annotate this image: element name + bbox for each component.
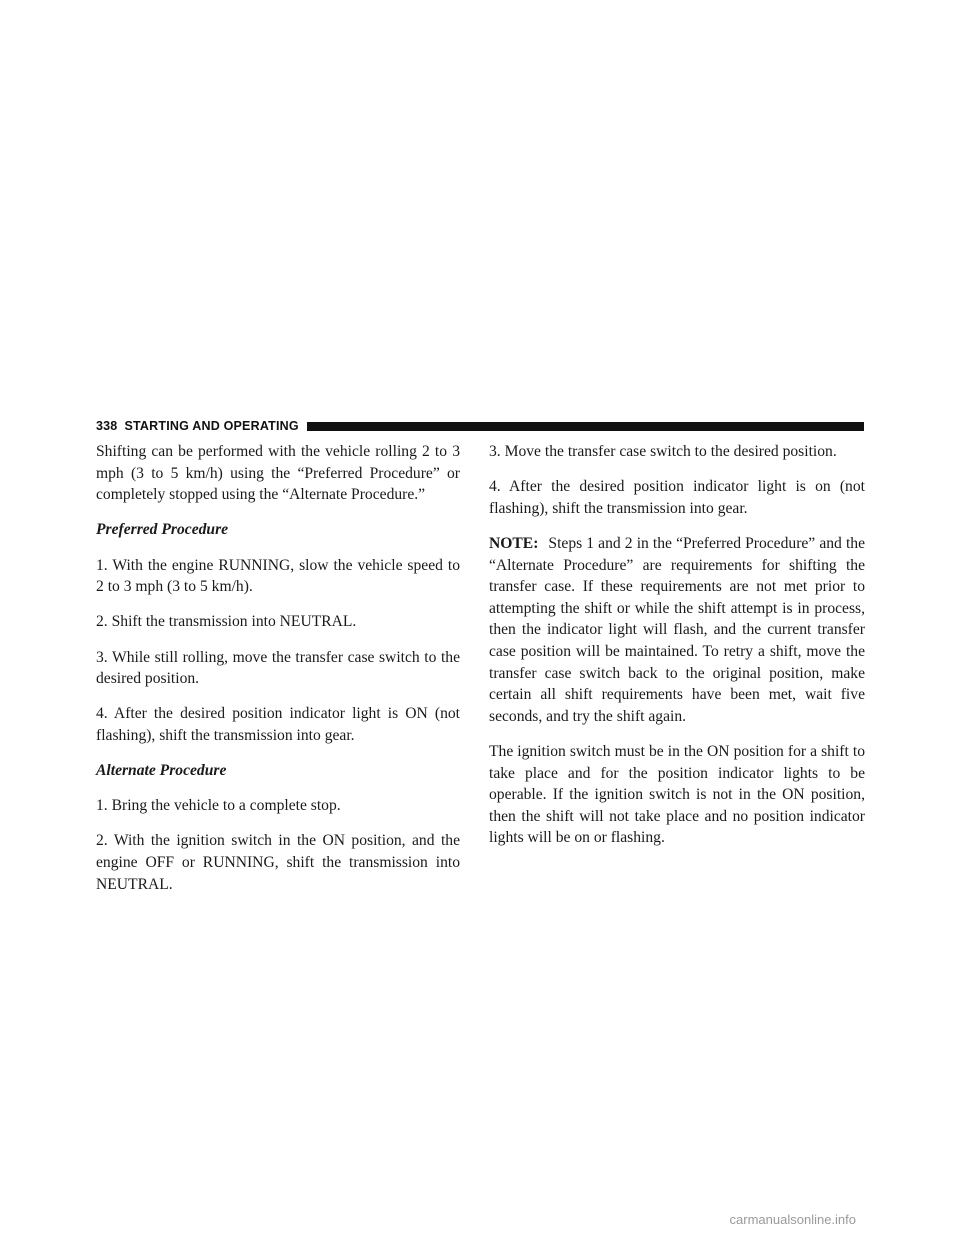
page-number: 338 xyxy=(96,419,118,433)
preferred-step-1: 1. With the engine RUNNING, slow the vehicle speed to 2 to 3 mph (3 to 5 km/h). xyxy=(96,556,460,596)
ignition-paragraph: The ignition switch must be in the ON position for a shift to take place and for the position indicator lights to be operable. If the ignition switch is not in the ON position, then the shift will not take place and no position indicator lights will be on or flashing. xyxy=(489,742,865,847)
page-header xyxy=(96,419,864,433)
note-text: Steps 1 and 2 in the “Preferred Procedure” and the “Alternate Procedure” are requirements for shifting the transfer case. If these requirements are not met prior to attempting the shift or while the shift attempt is in process, then the indicator light will flash, and the current transfer case position will be maintained. To retry a shift, move the transfer case switch back to the original position, make certain all shift requirements have been met, wait five seconds, and try the shift again. xyxy=(489,534,865,725)
section-title: STARTING AND OPERATING xyxy=(124,419,299,433)
preferred-procedure-heading: Preferred Procedure xyxy=(96,521,229,539)
alternate-step-3: 3. Move the transfer case switch to the desired position. xyxy=(489,443,837,460)
note-label: NOTE: xyxy=(489,534,539,552)
alternate-step-2: 2. With the ignition switch in the ON position, and the engine OFF or RUNNING, shift the transmission into NEUTRAL. xyxy=(96,832,460,893)
footer-watermark: carmanualsonline.info xyxy=(729,1212,856,1227)
note-paragraph xyxy=(489,533,865,727)
alternate-step-1: 1. Bring the vehicle to a complete stop. xyxy=(96,797,341,815)
preferred-step-4: 4. After the desired position indicator light is ON (not flashing), shift the transmission into gear. xyxy=(96,705,460,744)
alternate-step-4: 4. After the desired position indicator light is on (not flashing), shift the transmission into gear. xyxy=(489,478,865,517)
right-column xyxy=(489,441,865,862)
alternate-procedure-heading: Alternate Procedure xyxy=(96,762,227,780)
intro-paragraph: Shifting can be performed with the vehicle rolling 2 to 3 mph (3 to 5 km/h) using the “Preferred Procedure” or completely stopped using the “Alternate Procedure.” xyxy=(96,443,460,504)
header-rule xyxy=(307,422,864,431)
preferred-step-3: 3. While still rolling, move the transfer case switch to the desired position. xyxy=(96,648,460,688)
left-column xyxy=(96,441,460,909)
preferred-step-2: 2. Shift the transmission into NEUTRAL. xyxy=(96,613,357,631)
